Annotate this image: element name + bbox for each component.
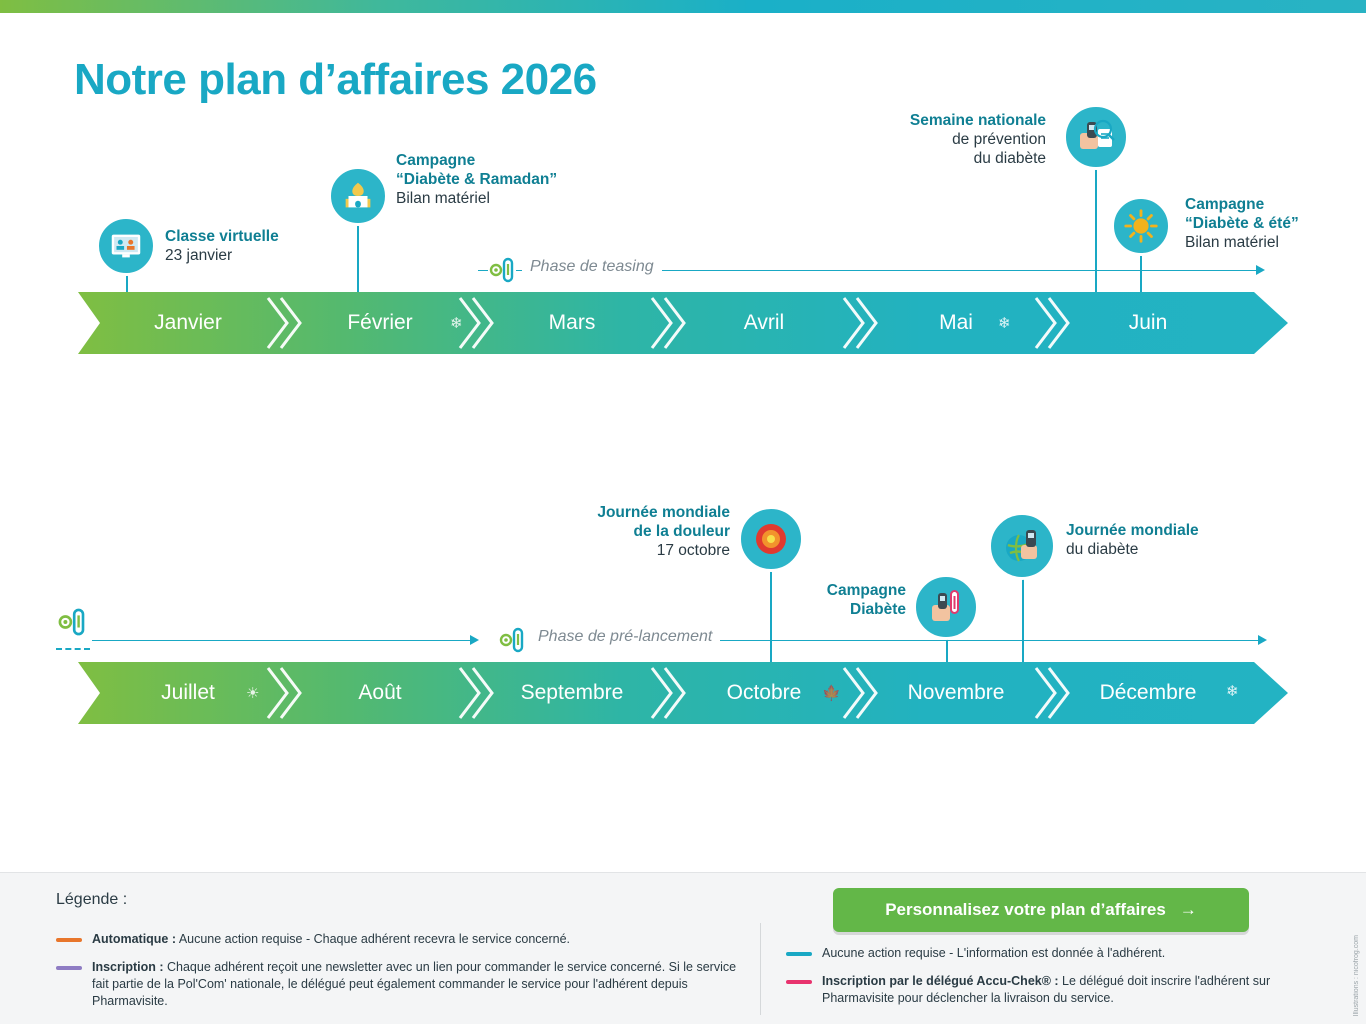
glucometer-magnifier-icon [1074,115,1118,159]
marker-subtitle: 23 janvier [165,246,233,264]
legend-item-text [92,931,570,948]
globe-glucometer-icon [999,523,1045,569]
month-janvier[interactable]: Janvier [154,311,222,334]
legend-divider [760,923,761,1015]
month-juin[interactable]: Juin [1128,311,1168,334]
page-title: Notre plan d’affaires 2026 [74,55,597,104]
timeline-bottom-band [78,662,1288,724]
legend-item-info [786,945,1286,962]
marker-label-semaine-nationale [820,112,1046,169]
sun-icon [1122,207,1160,245]
mosque-icon [339,177,377,215]
sun-small-icon: ☀ [246,685,260,702]
node-campagne-diabete[interactable] [913,574,979,640]
prelaunch-phase-arrow-end [1258,635,1267,645]
marker-title: Classe virtuelle [165,228,279,245]
marker-subtitle: du diabète [1066,540,1139,558]
month-septembre[interactable]: Septembre [520,681,624,704]
personnalisez-plan-button[interactable] [833,888,1249,932]
marker-subtitle: Bilan matériel [396,189,490,207]
legend-item-inscription [56,959,746,1010]
node-classe-virtuelle[interactable] [96,216,156,276]
arrow-right-icon: → [1179,900,1197,919]
snowflake-icon: ❄ [998,315,1011,332]
marker-label-ramadan [396,152,557,209]
legend-item-automatique [56,931,746,948]
marker-title-line2: Diabète [850,600,906,618]
legend-item-desc: Aucune action requise - Chaque adhérent recevra le service concerné. [176,932,571,946]
legend-item-inscription-delegue [786,973,1286,1007]
virtual-class-icon [107,227,145,265]
marker-title-line2: “Diabète & Ramadan” [396,170,558,188]
lancing-device-small-icon [482,250,522,290]
legend-color-swatch [786,952,812,956]
legend-item-desc: Aucune action requise - L'information est donnée à l'adhérent. [822,946,1166,960]
legend-color-swatch [786,980,812,984]
marker-title-line1: Campagne [1185,196,1265,213]
month-aout[interactable]: Août [358,681,402,704]
legend-heading: Légende : [56,891,128,908]
legend-item-text [822,945,1165,962]
prelaunch-phase-arrow-mid [470,635,479,645]
legend-item-desc: Chaque adhérent reçoit une newsletter avec un lien pour commander le service concerné. Si le service fait partie de la Pol'Com' nationale, le délégué peut également commander le service pour l'adhérent depuis Pharmavisite. [92,960,737,1008]
node-journee-douleur[interactable] [738,506,804,572]
month-fevrier[interactable]: Février [347,311,413,334]
month-octobre[interactable]: Octobre [726,681,802,704]
lancing-device-icon [924,585,968,629]
prelaunch-phase-line [92,640,472,641]
teasing-phase-arrow [1256,265,1265,275]
legend-item-label: Inscription : [92,960,164,974]
month-decembre[interactable]: Décembre [1099,681,1197,704]
legend-item-label: Inscription par le délégué Accu-Chek® : [822,974,1059,988]
marker-label-campagne-diabete [760,582,906,620]
marker-label-journee-diabete [1066,522,1199,560]
marker-title-line1: Journée mondiale [597,504,730,521]
legend-item-label: Automatique : [92,932,177,946]
month-mars[interactable]: Mars [548,311,596,334]
marker-label-diabete-ete [1185,196,1299,253]
node-diabete-ete[interactable] [1111,196,1171,256]
leaf-icon: 🍁 [822,685,841,702]
lancing-device-small-icon [492,620,532,660]
marker-stem-journee-diabete [1022,572,1024,662]
cta-label: Personnalisez votre plan d’affaires [885,900,1166,919]
lancing-device-small-icon [50,600,94,644]
marker-subtitle-line1: de prévention [952,130,1046,148]
illustration-credit: Illustrations : nicofrog.com [1353,934,1360,1016]
marker-title-line2: “Diabète & été” [1185,214,1299,232]
marker-subtitle: 17 octobre [656,541,730,559]
marker-title-line1: Journée mondiale [1066,522,1199,539]
legend-color-swatch [56,966,82,970]
legend-item-desc: Le délégué doit inscrire l'adhérent sur Pharmavisite pour déclencher la livraison du service. [822,974,1271,1005]
node-journee-diabete[interactable] [988,512,1056,580]
node-ramadan[interactable] [328,166,388,226]
month-novembre[interactable]: Novembre [907,681,1005,704]
prelaunch-dashed-line [56,648,90,650]
legend-item-text [92,959,746,1010]
marker-label-journee-douleur [520,504,730,561]
marker-stem-semaine-nationale [1095,166,1097,296]
marker-subtitle-line2: du diabète [973,149,1046,167]
timeline-top-band [78,292,1288,354]
marker-title-line1: Campagne [826,582,906,599]
marker-title-line2: de la douleur [633,522,730,540]
pain-target-icon [749,517,793,561]
snowflake-icon: ❄ [1226,683,1239,700]
legend-color-swatch [56,938,82,942]
month-juillet[interactable]: Juillet [161,681,215,704]
marker-title-line1: Semaine nationale [909,112,1046,129]
legend-item-text [822,973,1286,1007]
top-gradient-bar [0,0,1366,13]
marker-subtitle: Bilan matériel [1185,233,1279,251]
node-semaine-nationale[interactable] [1063,104,1129,170]
teasing-phase-label: Phase de teasing [522,258,662,276]
marker-stem-diabete-ete [1140,252,1142,296]
month-mai[interactable]: Mai [939,311,973,334]
marker-label-classe-virtuelle [165,228,279,266]
snowflake-icon: ❄ [450,315,463,332]
marker-title-line1: Campagne [396,152,476,169]
month-avril[interactable]: Avril [743,311,785,334]
prelaunch-phase-label: Phase de pré-lancement [530,628,720,646]
